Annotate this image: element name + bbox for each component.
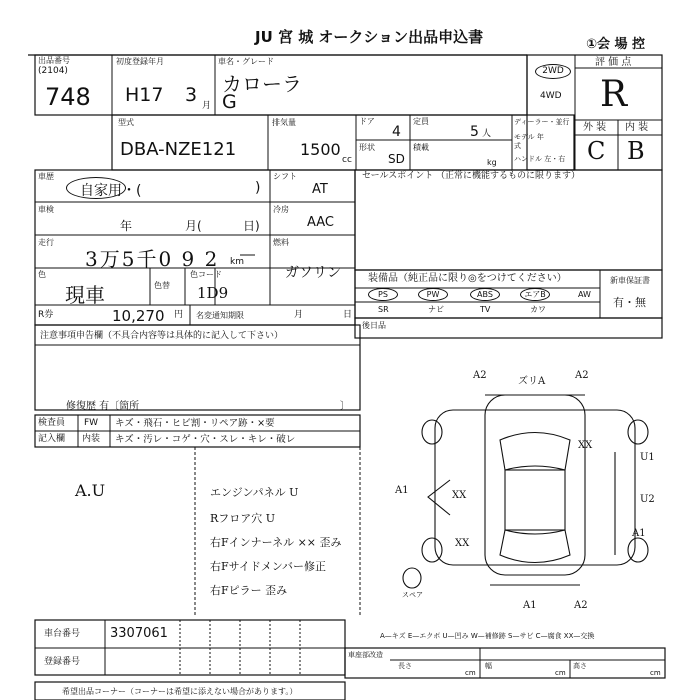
exterior-label: 外 装 — [583, 122, 607, 133]
diagram-label-a2-top-right: A2 — [575, 370, 589, 381]
load-unit: kg — [487, 158, 497, 167]
usage-circle — [66, 177, 126, 199]
sales-point-label: セールスポイント （正常に機能するものに限ります） — [362, 171, 581, 181]
doors-value: 4 — [392, 124, 401, 140]
shape-value: SD — [388, 152, 405, 166]
color-label: 色 — [38, 270, 46, 279]
inspector-label: 検査員 — [38, 418, 66, 428]
exterior-value: C — [587, 137, 606, 165]
diagram-label-spare: スペア — [402, 591, 423, 599]
car-label: 車名・グレード — [218, 57, 274, 66]
repair-history: 修復歴 有〔箇所 — [66, 401, 140, 412]
dealer-label: ディーラー・並行 — [514, 118, 570, 126]
lot-label: 出品番号 — [38, 56, 70, 65]
diagram-label-u2: U2 — [640, 494, 655, 505]
diagram-label-a1-right: A1 — [632, 528, 646, 539]
diagram-label-xx-left: XX — [452, 490, 467, 501]
form-title: JU 宮 城 オークション出品申込書 — [255, 28, 484, 46]
rating-value: R — [600, 74, 628, 115]
shift-label: シフト — [273, 172, 297, 181]
equipment-abs: ABS — [470, 288, 500, 301]
inspector-row1: キズ・飛石・ヒビ割・リペア跡・×要 — [115, 418, 275, 429]
diagram-label-a1-left: A1 — [395, 485, 409, 496]
registration-month-suffix: 月 — [202, 101, 212, 111]
after-date-label: 後日品 — [362, 321, 386, 330]
chassis-value: 3307061 — [110, 626, 168, 641]
equipment-navi: ナビ — [428, 305, 444, 314]
capacity-unit: 人 — [482, 129, 492, 139]
displacement-unit: cc — [342, 155, 352, 165]
load-label: 積載 — [413, 143, 429, 152]
rating-label: 評 価 点 — [595, 57, 632, 68]
equipment-leather: カワ — [530, 305, 546, 314]
diagram-label-scratch-top: ズリA — [518, 376, 546, 387]
displacement-value: 1500 — [300, 140, 341, 159]
warranty-label: 新車保証書 — [610, 276, 650, 285]
color-value: 現車 — [65, 283, 105, 307]
diagram-label-a2-top-left: A2 — [473, 370, 487, 381]
recycle-unit: 円 — [174, 310, 184, 320]
color-code-value: 1D9 — [197, 284, 229, 302]
inspector-row1-tag: FW — [84, 418, 99, 428]
warranty-value: 有・無 — [613, 296, 646, 309]
diagram-label-u1: U1 — [640, 452, 655, 463]
lot-number: 748 — [45, 83, 91, 111]
registration-era-year: H17 — [125, 84, 164, 106]
registration-number-label: 登録番号 — [44, 657, 81, 667]
usage-label: 車歴 — [38, 172, 54, 181]
model-value: DBA-NZE121 — [120, 139, 237, 160]
shift-value: AT — [312, 182, 328, 197]
damage-legend: A—キズ E—エクボ U—凹み W—補修跡 S—サビ C—腐食 XX—交換 — [380, 632, 595, 640]
entry-label: 記入欄 — [38, 434, 66, 444]
inspection-day: 日) — [243, 219, 260, 233]
equipment-ps: PS — [368, 288, 398, 301]
fuel-label: 燃料 — [273, 238, 289, 247]
equipment-tv: TV — [480, 305, 491, 314]
mod-length-unit: cm — [465, 669, 476, 677]
notice-month: 月 — [294, 310, 304, 320]
car-grade: G — [222, 91, 237, 113]
inspection-label: 車検 — [38, 205, 54, 214]
equipment-airbag: エアB — [520, 288, 550, 301]
diagram-label-xx-right: XX — [578, 440, 593, 451]
registration-label: 初度登録年月 — [116, 57, 164, 66]
inspector-row2: キズ・汚レ・コゲ・穴・スレ・キレ・破レ — [115, 434, 296, 445]
lot-code: (2104) — [38, 66, 68, 76]
venue-copy: ①会 場 控 — [586, 37, 646, 52]
equipment-pw: PW — [418, 288, 448, 301]
interior-label: 内 装 — [625, 122, 649, 133]
usage-value: 自家用・( — [80, 183, 142, 199]
displacement-label: 排気量 — [272, 118, 296, 127]
car-name: カローラ — [222, 72, 302, 96]
model-label: 型式 — [118, 118, 134, 127]
color-code-label: 色コード — [190, 270, 222, 279]
interior-value: B — [627, 137, 645, 165]
equipment-sr: SR — [378, 305, 389, 314]
note-left: A.U — [75, 481, 106, 500]
fuel-value: ガソリン — [285, 265, 341, 281]
remarks-label: 注意事項申告欄（不具合内容等は具体的に記入して下さい） — [40, 331, 284, 341]
mod-width: 幅 — [485, 662, 492, 670]
request-corner-label: 希望出品コーナー（コーナーは希望に添えない場合があります。） — [62, 687, 298, 696]
mod-height: 高さ — [573, 662, 587, 670]
dealer-model-year: モデル 年式 — [514, 133, 544, 150]
chassis-label: 車台番号 — [44, 629, 81, 639]
mileage-label: 走行 — [38, 238, 54, 247]
diagram-label-a1-bottom: A1 — [523, 600, 537, 611]
mod-length: 長さ — [398, 662, 412, 670]
recycle-value: 10,270 — [112, 307, 165, 325]
inspector-row2-tag: 内装 — [82, 434, 101, 444]
registration-month: 3 — [185, 84, 198, 106]
note-line-2: Rフロア穴 U — [210, 512, 276, 525]
inspection-year: 年 — [120, 219, 133, 233]
usage-close: ) — [255, 180, 261, 196]
capacity-value: 5 — [470, 124, 479, 140]
note-line-4: 右Fサイドメンバー修正 — [210, 560, 326, 573]
recycle-label: R券 — [38, 310, 54, 320]
mod-width-unit: cm — [555, 669, 566, 677]
capacity-label: 定員 — [413, 117, 429, 126]
notice-label: 名変通知期限 — [196, 311, 244, 320]
inspection-month: 月( — [185, 219, 202, 233]
equipment-label: 装備品（純正品に限り◎をつけてください） — [368, 273, 567, 284]
mileage-unit: km — [230, 257, 244, 267]
notice-day: 日 — [343, 310, 353, 320]
drive-2wd: 2WD — [535, 64, 571, 79]
shape-label: 形状 — [359, 143, 375, 152]
modification-label: 車座部改造 — [348, 651, 383, 659]
car-diagram — [403, 395, 648, 588]
diagram-label-a2-bottom: A2 — [574, 600, 588, 611]
dealer-handle: ハンドル 左・右 — [514, 155, 566, 163]
note-line-3: 右Fインナーネル ×× 歪み — [210, 536, 342, 549]
ac-label: 冷房 — [273, 205, 289, 214]
note-line-5: 右Fピラー 歪み — [210, 584, 288, 597]
repair-history-close: 〕 — [340, 401, 350, 412]
equipment-aw: AW — [578, 290, 591, 299]
drive-4wd: 4WD — [540, 91, 562, 101]
color-change-label: 色替 — [154, 281, 170, 290]
mileage-value: 3万5千0 9 2 — [85, 247, 220, 271]
diagram-label-xx-lower: XX — [455, 538, 470, 549]
mod-height-unit: cm — [650, 669, 661, 677]
ac-value: AAC — [307, 215, 334, 230]
note-line-1: エンジンパネル U — [210, 486, 299, 499]
doors-label: ドア — [359, 117, 375, 126]
